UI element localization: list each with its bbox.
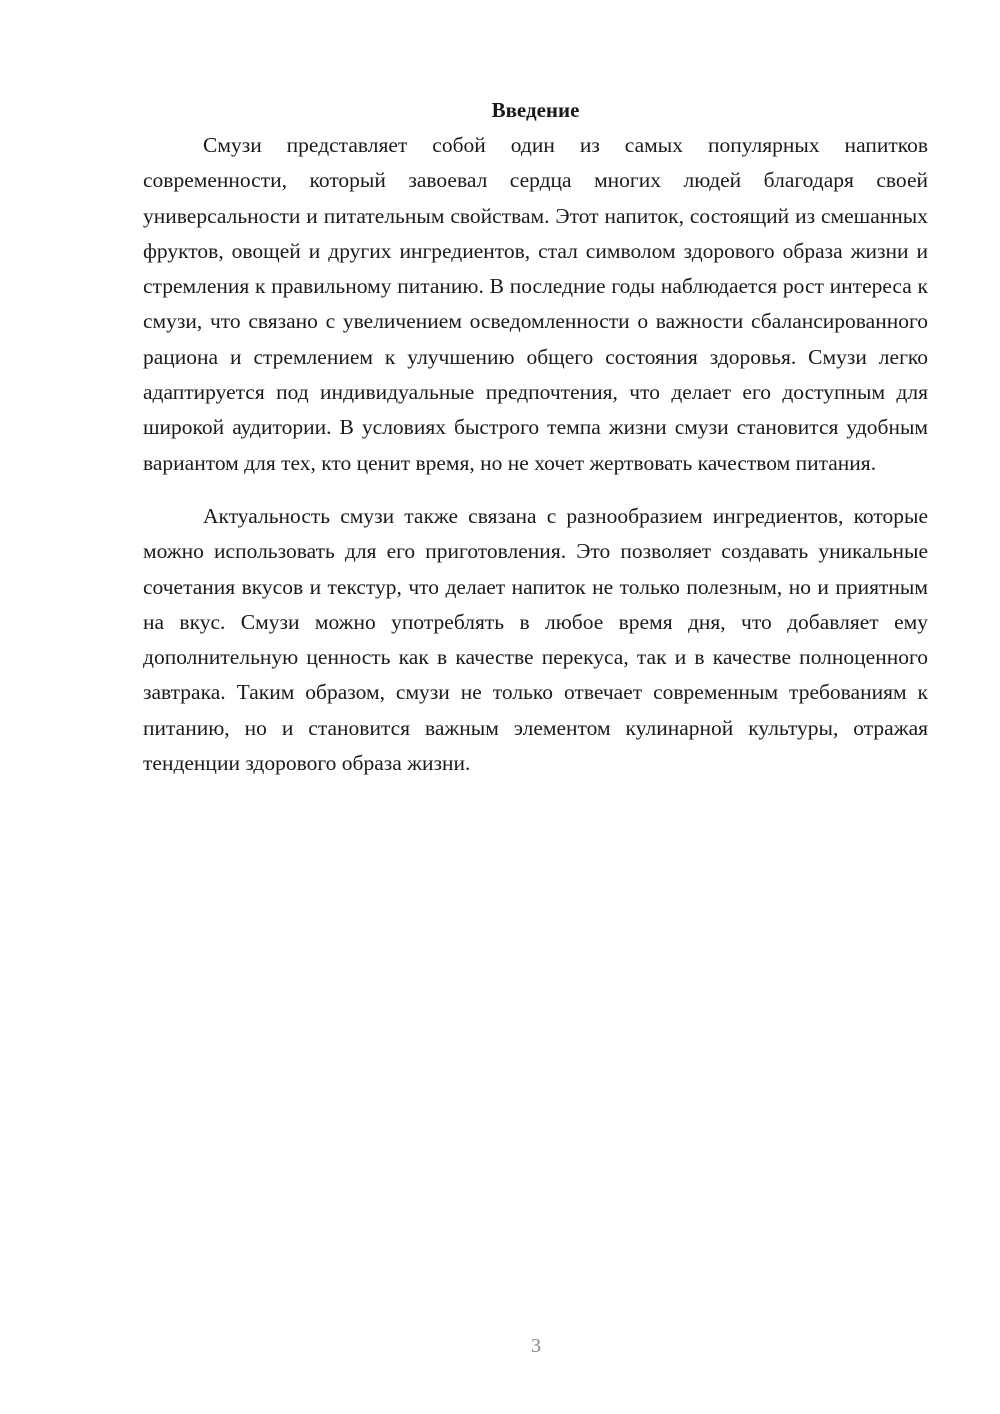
- paragraph-relevance: Актуальность смузи также связана с разнообразием ингредиентов, которые можно использовать для его приготовления. Это позволяет создавать уникальные сочетания вкусов и текстур, что делает напиток не только полезным, но и приятным на вкус. Смузи можно употреблять в любое время дня, что добавляет ему дополнительную ценность как в качестве перекуса, так и в качестве полноценного завтрака. Таким образом, смузи не только отвечает современным требованиям к питанию, но и становится важным элементом кулинарной культуры, отражая тенденции здорового образа жизни.: [143, 503, 928, 776]
- page-number: 3: [531, 1335, 541, 1357]
- section-heading: Введение: [491, 98, 580, 122]
- page-content: [143, 92, 928, 781]
- paragraph-introduction: Смузи представляет собой один из самых популярных напитков современности, который завоевал сердца многих людей благодаря своей универсальности и питательным свойствам. Этот напиток, состоящий из смешанных фруктов, овощей и других ингредиентов, стал символом здорового образа жизни и стремления к правильному питанию. В последние годы наблюдается рост интереса к смузи, что связано с увеличением осведомленности о важности сбалансированного рациона и стремлением к улучшению общего состояния здоровья. Смузи легко адаптируется под индивидуальные предпочтения, что делает его доступным для широкой аудитории. В условиях быстрого темпа жизни смузи становится удобным вариантом для тех, кто ценит время, но не хочет жертвовать качеством питания.: [143, 133, 928, 475]
